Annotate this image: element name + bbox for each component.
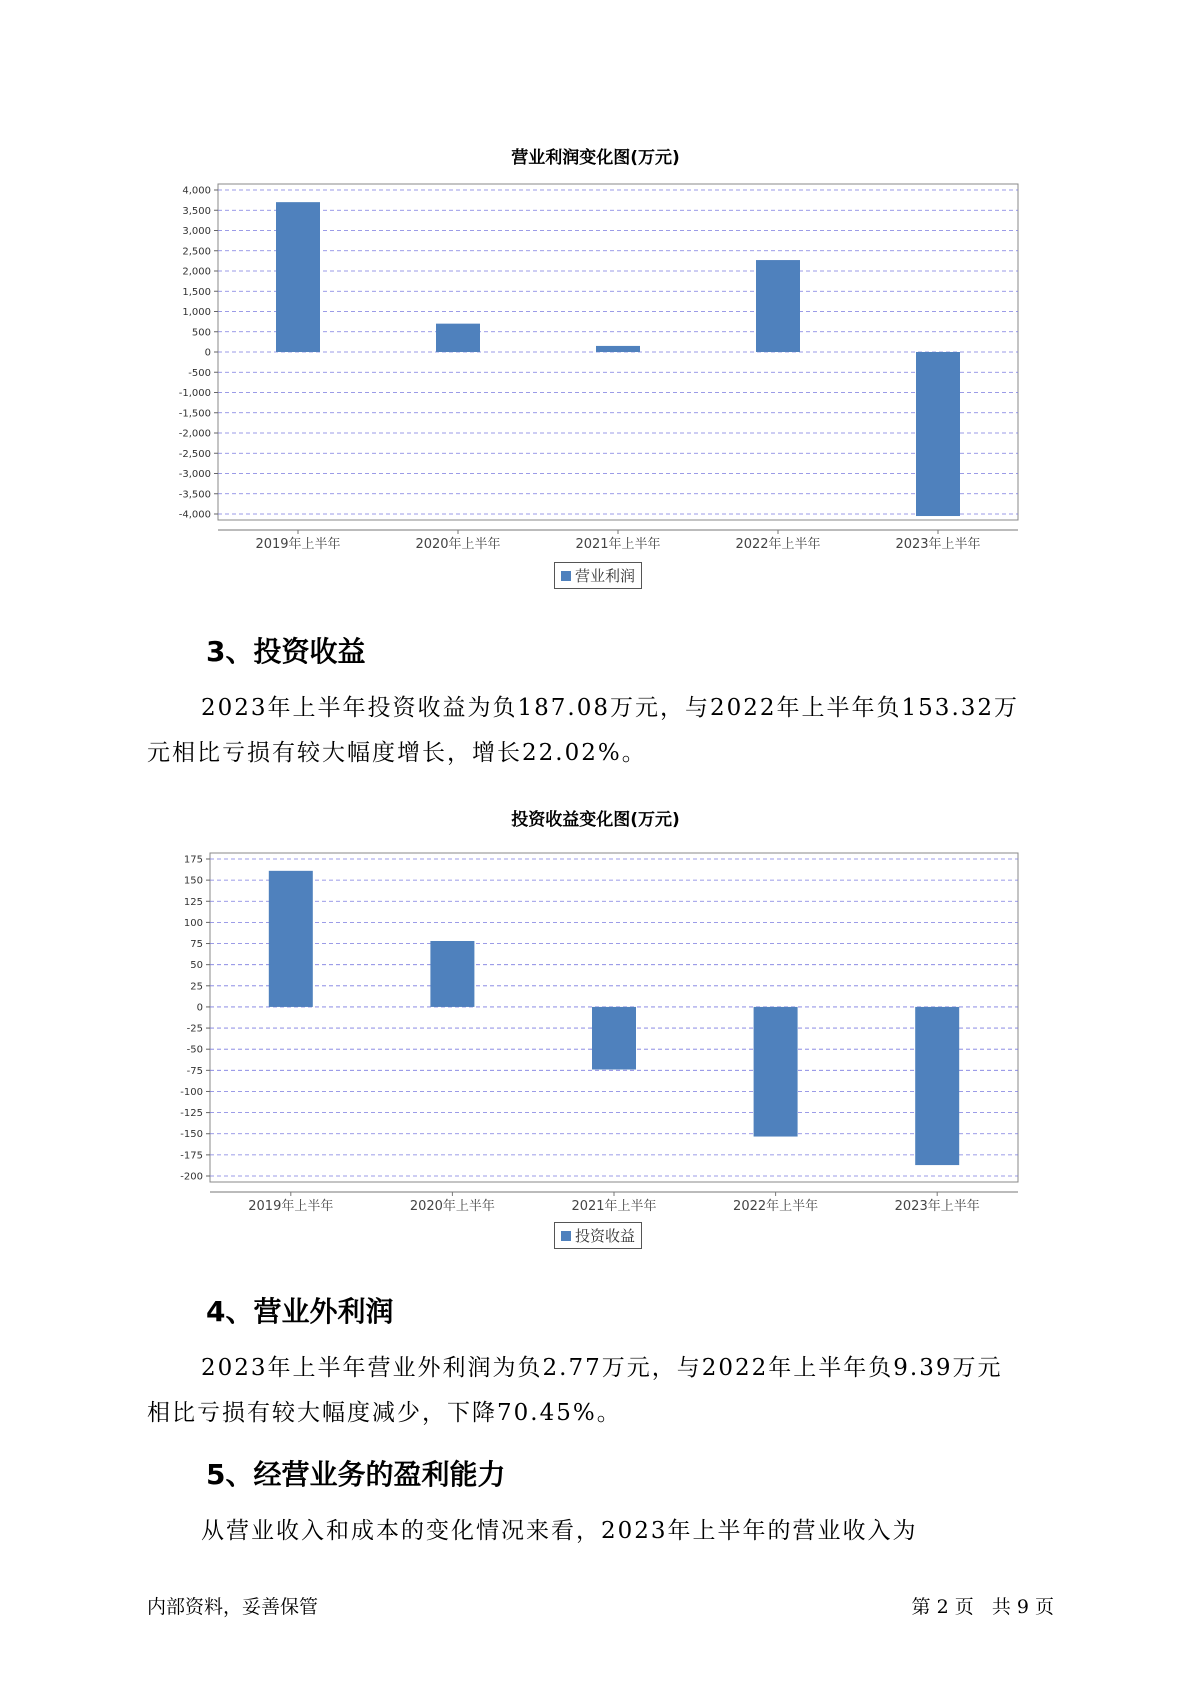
paragraph-profitability <box>147 1509 1047 1554</box>
y-tick-label: -2,500 <box>178 448 211 460</box>
bar-2021年上半年 <box>592 1007 636 1070</box>
chart-title-operating-profit: 营业利润变化图(万元) <box>511 148 680 168</box>
paragraph-line: 从营业收入和成本的变化情况来看，2023年上半年的营业收入为 <box>201 1518 918 1544</box>
y-tick-label: 0 <box>204 347 211 359</box>
x-tick-label: 2022年上半年 <box>735 537 821 552</box>
chart-legend-investment-income <box>554 1222 642 1249</box>
bar-2023年上半年 <box>915 1007 959 1165</box>
paragraph-line: 相比亏损有较大幅度减少，下降70.45%。 <box>147 1400 622 1426</box>
x-tick-label: 2019年上半年 <box>255 537 341 552</box>
section-heading-non-operating-profit: 4、营业外利润 <box>206 1295 394 1328</box>
y-tick-label: -50 <box>186 1044 203 1056</box>
y-tick-label: 50 <box>190 960 203 972</box>
y-tick-label: 2,000 <box>182 266 211 278</box>
y-tick-label: -1,000 <box>178 388 211 399</box>
x-tick-label: 2023年上半年 <box>895 537 981 552</box>
bar-2019年上半年 <box>269 871 313 1007</box>
section-heading-profitability: 5、经营业务的盈利能力 <box>206 1458 506 1491</box>
y-tick-label: 1,000 <box>182 307 211 318</box>
y-tick-label: 150 <box>183 875 203 887</box>
y-tick-label: 100 <box>183 917 203 929</box>
y-tick-label: -175 <box>180 1150 203 1162</box>
y-tick-label: 125 <box>183 896 203 908</box>
paragraph-non-operating-profit <box>147 1346 1047 1436</box>
paragraph-line: 2023年上半年营业外利润为负2.77万元，与2022年上半年负9.39万元 <box>201 1355 1003 1381</box>
y-tick-label: -3,500 <box>178 489 211 501</box>
y-tick-label: 0 <box>196 1002 203 1014</box>
chart-title-investment-income: 投资收益变化图(万元) <box>511 810 680 830</box>
x-tick-label: 2020年上半年 <box>409 1199 495 1214</box>
y-tick-label: 175 <box>183 854 203 866</box>
y-tick-label: -75 <box>186 1065 203 1077</box>
section-heading-investment-income: 3、投资收益 <box>206 635 366 668</box>
y-tick-label: -200 <box>180 1171 203 1183</box>
bar-2020年上半年 <box>430 941 474 1007</box>
paragraph-line: 元相比亏损有较大幅度增长，增长22.02%。 <box>147 740 647 766</box>
y-tick-label: 3,500 <box>182 205 211 217</box>
y-tick-label: 1,500 <box>182 286 211 298</box>
footer-page-number: 第 2 页 共 9 页 <box>911 1596 1054 1618</box>
x-tick-label: 2021年上半年 <box>575 537 661 552</box>
y-tick-label: 75 <box>190 939 203 951</box>
y-tick-label: -4,000 <box>178 509 211 521</box>
legend-label: 投资收益 <box>575 1227 636 1245</box>
x-tick-label: 2021年上半年 <box>571 1199 657 1214</box>
y-tick-label: 3,000 <box>182 226 211 237</box>
y-tick-label: -100 <box>180 1086 203 1098</box>
y-tick-label: 25 <box>190 981 203 993</box>
y-tick-label: 2,500 <box>182 246 211 258</box>
x-tick-label: 2023年上半年 <box>894 1199 980 1214</box>
y-tick-label: 4,000 <box>182 185 211 197</box>
x-tick-label: 2019年上半年 <box>248 1199 334 1214</box>
y-tick-label: -500 <box>188 367 211 379</box>
y-tick-label: -150 <box>180 1129 203 1141</box>
y-tick-label: -3,000 <box>178 469 211 480</box>
legend-label: 营业利润 <box>575 567 636 585</box>
x-tick-label: 2022年上半年 <box>733 1199 819 1214</box>
paragraph-line: 2023年上半年投资收益为负187.08万元，与2022年上半年负153.32万 <box>201 695 1020 721</box>
y-tick-label: -2,000 <box>178 428 211 440</box>
footer-confidential-note: 内部资料，妥善保管 <box>147 1596 319 1618</box>
bar-2022年上半年 <box>754 1007 798 1137</box>
y-tick-label: -25 <box>186 1023 203 1035</box>
x-tick-label: 2020年上半年 <box>415 537 501 552</box>
legend-swatch <box>561 1231 571 1241</box>
y-tick-label: -1,500 <box>178 408 211 420</box>
y-tick-label: -125 <box>180 1108 203 1120</box>
y-tick-label: 500 <box>191 327 211 339</box>
